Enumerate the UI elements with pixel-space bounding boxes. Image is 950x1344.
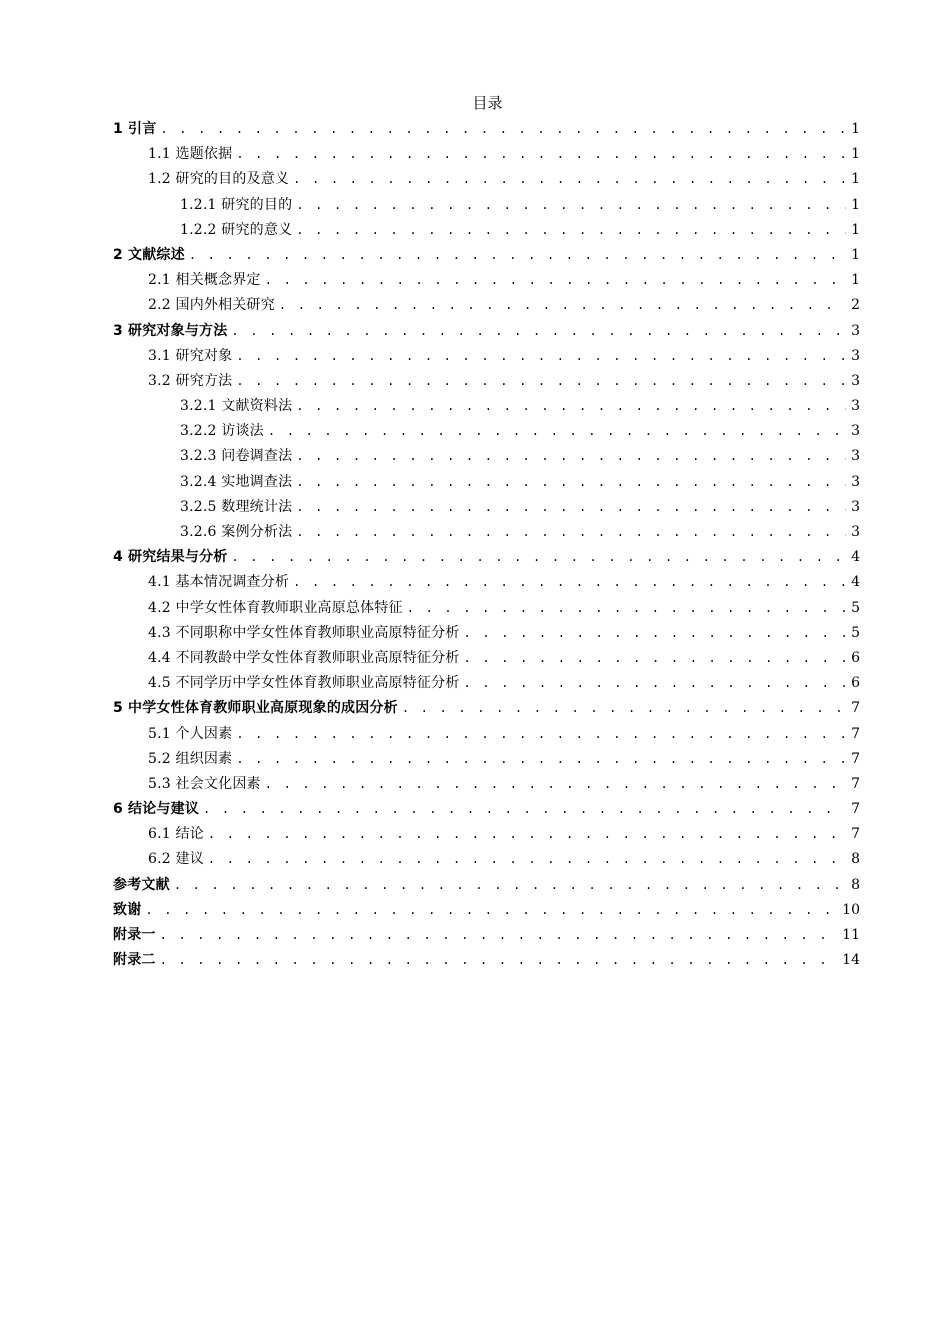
table-of-contents (113, 117, 860, 973)
toc-entry-page-number: 3 (851, 498, 860, 515)
toc-entry[interactable] (113, 696, 860, 721)
toc-entry-page-number: 3 (851, 372, 860, 389)
toc-entry-label: 6.2 建议 (148, 851, 204, 868)
toc-entry-page-number: 5 (851, 624, 860, 641)
toc-entry[interactable] (113, 898, 860, 923)
toc-entry-page-number: 7 (851, 826, 860, 843)
toc-dot-leader (296, 470, 846, 495)
toc-entry[interactable] (113, 470, 860, 495)
toc-entry-page-number: 7 (851, 725, 860, 742)
toc-dot-leader (208, 822, 846, 847)
toc-dot-leader (464, 671, 846, 696)
toc-entry-label: 1.2.2 研究的意义 (180, 221, 293, 238)
toc-dot-leader (296, 218, 846, 243)
toc-dot-leader (265, 268, 846, 293)
toc-entry-label: 4.2 中学女性体育教师职业高原总体特征 (148, 599, 403, 616)
toc-entry[interactable] (113, 293, 860, 318)
toc-dot-leader (296, 444, 846, 469)
toc-dot-leader (293, 167, 846, 192)
toc-entry[interactable] (113, 671, 860, 696)
toc-entry-page-number: 7 (851, 801, 860, 818)
toc-entry[interactable] (113, 268, 860, 293)
toc-entry-page-number: 1 (851, 171, 860, 188)
toc-entry-label: 1 引言 (113, 121, 157, 137)
toc-entry-label: 3.1 研究对象 (148, 347, 233, 364)
toc-entry-label: 3.2.4 实地调查法 (180, 473, 293, 490)
toc-entry-label: 附录一 (113, 927, 156, 943)
toc-dot-leader (203, 797, 846, 822)
toc-entry-label: 3.2.3 问卷调查法 (180, 448, 293, 465)
toc-dot-leader (145, 898, 838, 923)
toc-entry-label: 3 研究对象与方法 (113, 322, 228, 339)
toc-dot-leader (236, 722, 846, 747)
toc-entry-page-number: 6 (851, 649, 860, 666)
toc-entry-label: 参考文献 (113, 876, 170, 893)
toc-entry-label: 3.2.1 文献资料法 (180, 398, 293, 415)
toc-entry-label: 3.2 研究方法 (148, 372, 233, 389)
toc-entry[interactable] (113, 570, 860, 595)
toc-entry-label: 1.2 研究的目的及意义 (148, 171, 290, 188)
toc-entry-label: 2.2 国内外相关研究 (148, 297, 275, 314)
toc-entry-label: 附录二 (113, 952, 156, 969)
toc-entry-page-number: 1 (851, 221, 860, 238)
toc-dot-leader (464, 646, 846, 671)
toc-dot-leader (174, 873, 846, 898)
toc-entry-label: 1.2.1 研究的目的 (180, 196, 293, 213)
toc-dot-leader (208, 847, 846, 872)
toc-dot-leader (279, 293, 846, 318)
toc-dot-leader (296, 520, 846, 545)
toc-entry-page-number: 1 (851, 196, 860, 213)
toc-entry-page-number: 11 (842, 927, 860, 943)
toc-entry[interactable] (113, 344, 860, 369)
toc-entry[interactable] (113, 495, 860, 520)
toc-entry[interactable] (113, 621, 860, 646)
toc-entry[interactable] (113, 394, 860, 419)
toc-entry-page-number: 4 (851, 574, 860, 591)
toc-entry-label: 4.5 不同学历中学女性体育教师职业高原特征分析 (148, 675, 460, 692)
toc-entry-page-number: 1 (851, 246, 860, 263)
toc-entry-page-number: 5 (851, 599, 860, 616)
toc-entry[interactable] (113, 218, 860, 243)
toc-dot-leader (293, 570, 846, 595)
toc-entry[interactable] (113, 369, 860, 394)
toc-dot-leader (231, 545, 846, 570)
toc-entry[interactable] (113, 948, 860, 973)
toc-dot-leader (296, 495, 846, 520)
toc-entry[interactable] (113, 873, 860, 898)
toc-dot-leader (160, 117, 846, 142)
toc-dot-leader (268, 419, 846, 444)
toc-entry[interactable] (113, 444, 860, 469)
toc-dot-leader (236, 142, 846, 167)
toc-entry-page-number: 14 (842, 952, 860, 969)
toc-entry[interactable] (113, 747, 860, 772)
toc-entry-page-number: 3 (851, 448, 860, 465)
toc-entry-page-number: 2 (851, 297, 860, 314)
toc-entry-page-number: 10 (842, 901, 860, 918)
toc-dot-leader (407, 596, 846, 621)
toc-entry-page-number: 3 (851, 347, 860, 364)
toc-entry[interactable] (113, 167, 860, 192)
toc-entry-label: 4 研究结果与分析 (113, 549, 228, 566)
toc-entry-label: 5.2 组织因素 (148, 750, 233, 767)
toc-entry[interactable] (113, 847, 860, 872)
toc-entry-label: 1.1 选题依据 (148, 146, 233, 163)
toc-entry-page-number: 1 (851, 146, 860, 163)
toc-entry-page-number: 4 (851, 549, 860, 566)
toc-entry-page-number: 1 (851, 272, 860, 289)
toc-entry-label: 4.1 基本情况调查分析 (148, 574, 290, 591)
toc-entry[interactable] (113, 193, 860, 218)
toc-entry[interactable] (113, 545, 860, 570)
page-title: 目录 (472, 94, 503, 112)
toc-entry-page-number: 3 (851, 473, 860, 490)
toc-entry[interactable] (113, 142, 860, 167)
toc-entry[interactable] (113, 646, 860, 671)
toc-dot-leader (265, 772, 846, 797)
toc-entry-label: 2 文献综述 (113, 246, 185, 263)
toc-entry-page-number: 3 (851, 423, 860, 440)
toc-entry[interactable] (113, 319, 860, 344)
toc-entry[interactable] (113, 797, 860, 822)
toc-entry[interactable] (113, 419, 860, 444)
toc-entry-label: 6.1 结论 (148, 826, 204, 843)
toc-entry-page-number: 7 (851, 775, 860, 792)
toc-entry-label: 4.3 不同职称中学女性体育教师职业高原特征分析 (148, 624, 460, 641)
toc-entry-label: 5 中学女性体育教师职业高原现象的成因分析 (113, 700, 398, 717)
toc-dot-leader (296, 193, 846, 218)
toc-entry-label: 3.2.5 数理统计法 (180, 498, 293, 515)
toc-entry[interactable] (113, 923, 860, 948)
toc-entry-label: 4.4 不同教龄中学女性体育教师职业高原特征分析 (148, 649, 460, 666)
toc-entry-label: 5.3 社会文化因素 (148, 775, 261, 792)
toc-dot-leader (160, 948, 839, 973)
toc-entry-label: 5.1 个人因素 (148, 725, 233, 742)
toc-dot-leader (189, 243, 846, 268)
toc-entry[interactable] (113, 822, 860, 847)
toc-dot-leader (160, 923, 839, 948)
toc-entry-page-number: 8 (851, 851, 860, 868)
toc-dot-leader (236, 747, 846, 772)
toc-entry-page-number: 7 (851, 700, 860, 717)
toc-entry-page-number: 3 (851, 524, 860, 540)
toc-dot-leader (464, 621, 846, 646)
toc-entry-label: 致谢 (113, 901, 142, 918)
toc-entry[interactable] (113, 772, 860, 797)
toc-dot-leader (236, 369, 846, 394)
toc-entry-label: 3.2.6 案例分析法 (180, 524, 293, 540)
toc-entry-label: 2.1 相关概念界定 (148, 272, 261, 289)
toc-entry[interactable] (113, 596, 860, 621)
toc-entry-page-number: 8 (851, 876, 860, 893)
toc-dot-leader (296, 394, 846, 419)
toc-entry[interactable] (113, 117, 860, 142)
toc-entry-label: 3.2.2 访谈法 (180, 423, 264, 440)
toc-dot-leader (236, 344, 846, 369)
toc-dot-leader (231, 319, 846, 344)
toc-entry[interactable] (113, 243, 860, 268)
toc-entry[interactable] (113, 722, 860, 747)
toc-entry-page-number: 7 (851, 750, 860, 767)
toc-entry-page-number: 3 (851, 398, 860, 415)
toc-entry-page-number: 1 (851, 121, 860, 137)
toc-entry-label: 6 结论与建议 (113, 801, 200, 818)
toc-entry[interactable] (113, 520, 860, 545)
toc-dot-leader (402, 696, 846, 721)
toc-entry-page-number: 6 (851, 675, 860, 692)
toc-entry-page-number: 3 (851, 322, 860, 339)
